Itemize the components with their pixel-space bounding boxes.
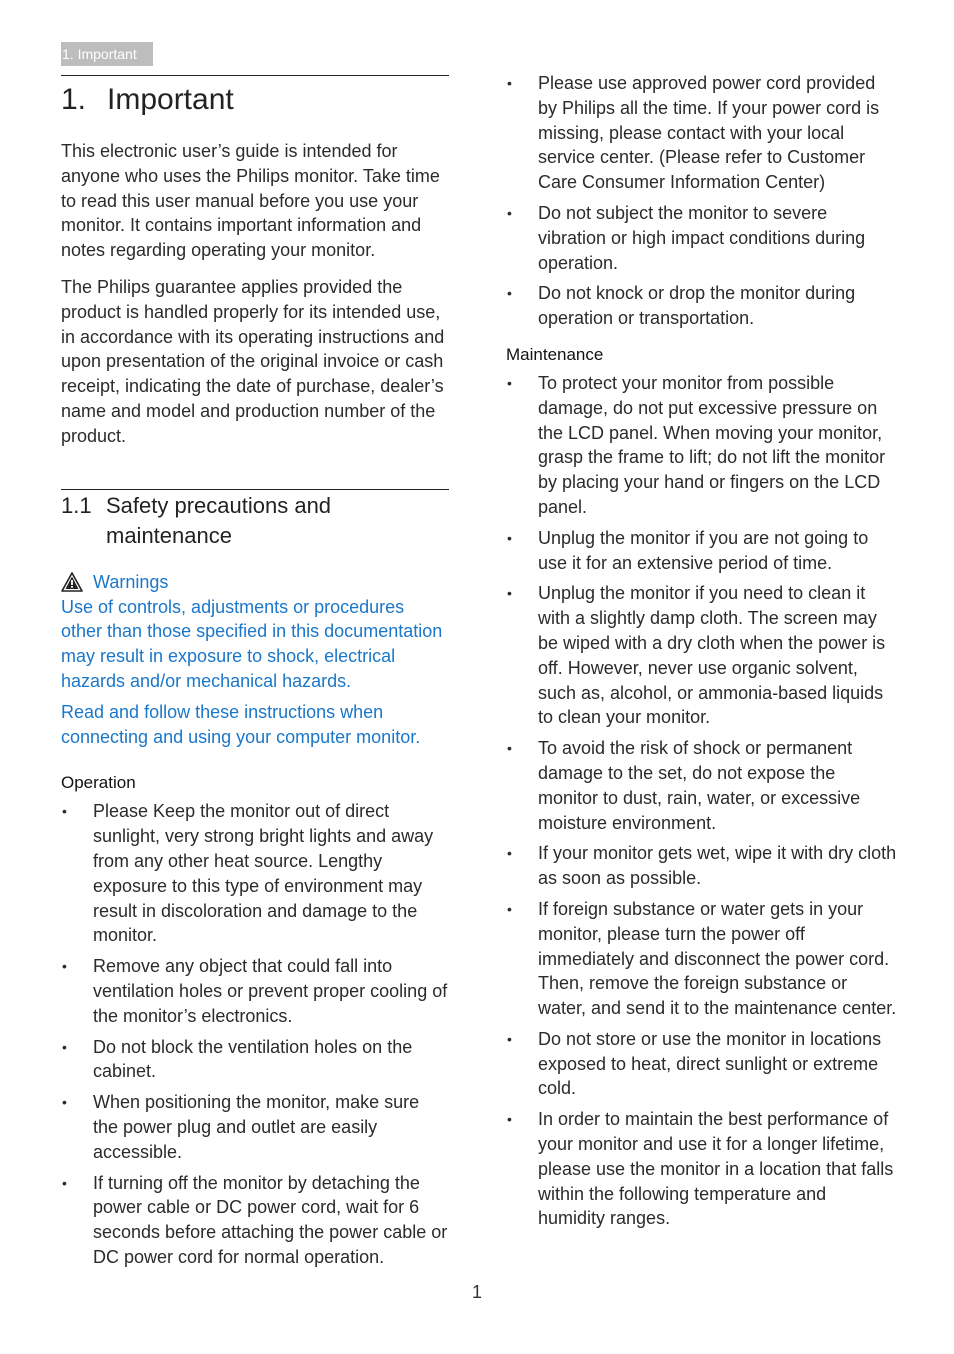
bullet: • — [62, 1174, 67, 1191]
bullet: • — [507, 374, 512, 391]
operation-list-left — [61, 799, 449, 1269]
page-title-number: 1. — [61, 83, 87, 116]
bullet: • — [507, 204, 512, 221]
list-item-text: When positioning the monitor, make sure the power plug and outlet are easily accessible. — [93, 1092, 420, 1162]
left-column — [61, 75, 449, 1276]
list-item-text: Please Keep the monitor out of direct sunlight, very strong bright lights and away from any other heat source. Lengthy exposure to this type of environment may result in discoloration and damage to the monitor. — [93, 801, 434, 946]
list-item — [506, 736, 898, 835]
page-title-text: Important — [107, 83, 234, 116]
list-item-text: Remove any object that could fall into ventilation holes or prevent proper cooling of the monitor’s electronics. — [93, 956, 448, 1026]
warnings-paragraph-1: Use of controls, adjustments or procedures other than those specified in this documentation may result in exposure to shock, electrical hazards and/or mechanical hazards. — [61, 596, 443, 691]
list-item-text: Do not subject the monitor to severe vibration or high impact conditions during operation. — [538, 202, 866, 273]
list-item — [61, 1035, 449, 1085]
warnings-label: Warnings — [93, 571, 169, 592]
list-item — [61, 954, 449, 1028]
list-item-text: Please use approved power cord provided by Philips all the time. If your power cord is missing, please contact with your local service center. (Please refer to Customer Care Consumer Information Center) — [538, 73, 880, 193]
list-item-text: Do not store or use the monitor in locations exposed to heat, direct sunlight or extreme cold. — [538, 1028, 882, 1099]
list-item — [61, 1171, 449, 1270]
bullet: • — [507, 845, 512, 862]
page-number: 1 — [471, 1282, 482, 1302]
intro-paragraph-2: The Philips guarantee applies provided the product is handled properly for its intended use, in accordance with its operating instructions and upon presentation of the original invoice or cash receipt, indicating the date of purchase, dealer’s name and model and production number of the product. — [61, 276, 445, 446]
list-item-text: If turning off the monitor by detaching the power cable or DC power cord, wait for 6 seconds before attaching the power cable or DC power cord for normal operation. — [93, 1172, 448, 1267]
intro-paragraph-1: This electronic user’s guide is intended for anyone who uses the Philips monitor. Take time to read this user manual before you use your monitor. It contains important information and notes regarding operating your monitor. — [61, 141, 440, 261]
section-heading — [61, 491, 449, 551]
list-item-text: If foreign substance or water gets in your monitor, please turn the power off immediately and disconnect the power cord. Then, remove the foreign substance or water, and send it to the maintenance center. — [538, 898, 897, 1019]
warning-triangle-icon — [61, 572, 83, 592]
list-item — [506, 71, 898, 195]
bullet: • — [507, 1030, 512, 1047]
bullet: • — [62, 803, 67, 820]
list-item-text: Unplug the monitor if you need to clean it with a slightly damp cloth. The screen may be wiped with a dry cloth when the power is off. However, never use organic solvent, such as, alcohol, or ammonia-based liquids to clean your monitor. — [538, 583, 886, 728]
maintenance-heading: Maintenance — [506, 344, 604, 364]
list-item — [61, 799, 449, 948]
list-item-text: To avoid the risk of shock or permanent damage to the set, do not expose the monitor to dust, rain, water, or excessive moisture environment. — [538, 738, 861, 833]
list-item — [506, 1107, 898, 1231]
bullet: • — [62, 1094, 67, 1111]
bullet: • — [507, 585, 512, 602]
section-rule — [61, 489, 449, 490]
list-item — [506, 841, 898, 891]
list-item — [506, 201, 898, 275]
page-title — [61, 82, 449, 118]
list-item-text: Do not block the ventilation holes on the cabinet. — [93, 1036, 413, 1082]
list-item-text: If your monitor gets wet, wipe it with dry cloth as soon as possible. — [538, 843, 897, 889]
section-number: 1.1 — [61, 492, 92, 518]
list-item-text: To protect your monitor from possible damage, do not put excessive pressure on the LCD panel. When moving your monitor, grasp the frame to lift; do not lift the monitor by placing your hand or fingers on the LCD panel. — [538, 372, 886, 517]
maintenance-list — [506, 371, 898, 1231]
list-item — [506, 371, 898, 520]
bullet: • — [507, 285, 512, 302]
section-title: Safety precautions and maintenance — [106, 492, 332, 548]
list-item — [506, 1027, 898, 1101]
title-rule — [61, 75, 449, 76]
warnings-paragraph-2: Read and follow these instructions when connecting and using your computer monitor. — [61, 701, 421, 747]
bullet: • — [507, 1111, 512, 1128]
list-item — [506, 526, 898, 576]
list-item-text: Unplug the monitor if you are not going to use it for an extensive period of time. — [538, 527, 869, 573]
operation-list-right — [506, 71, 898, 331]
list-item — [506, 281, 898, 331]
right-column — [506, 71, 898, 1237]
bullet: • — [507, 900, 512, 917]
list-item — [61, 1090, 449, 1164]
bullet: • — [62, 1038, 67, 1055]
warnings-heading — [61, 570, 449, 595]
bullet: • — [507, 740, 512, 757]
header-tab: 1. Important — [61, 42, 153, 66]
bullet: • — [62, 958, 67, 975]
operation-heading: Operation — [61, 773, 136, 793]
list-item — [506, 581, 898, 730]
list-item-text: Do not knock or drop the monitor during operation or transportation. — [538, 283, 856, 329]
bullet: • — [507, 529, 512, 546]
list-item — [506, 897, 898, 1021]
bullet: • — [507, 75, 512, 91]
list-item-text: In order to maintain the best performance of your monitor and use it for a longer lifetime, please use the monitor in a location that falls within the following temperature and humidity ranges. — [538, 1109, 894, 1229]
